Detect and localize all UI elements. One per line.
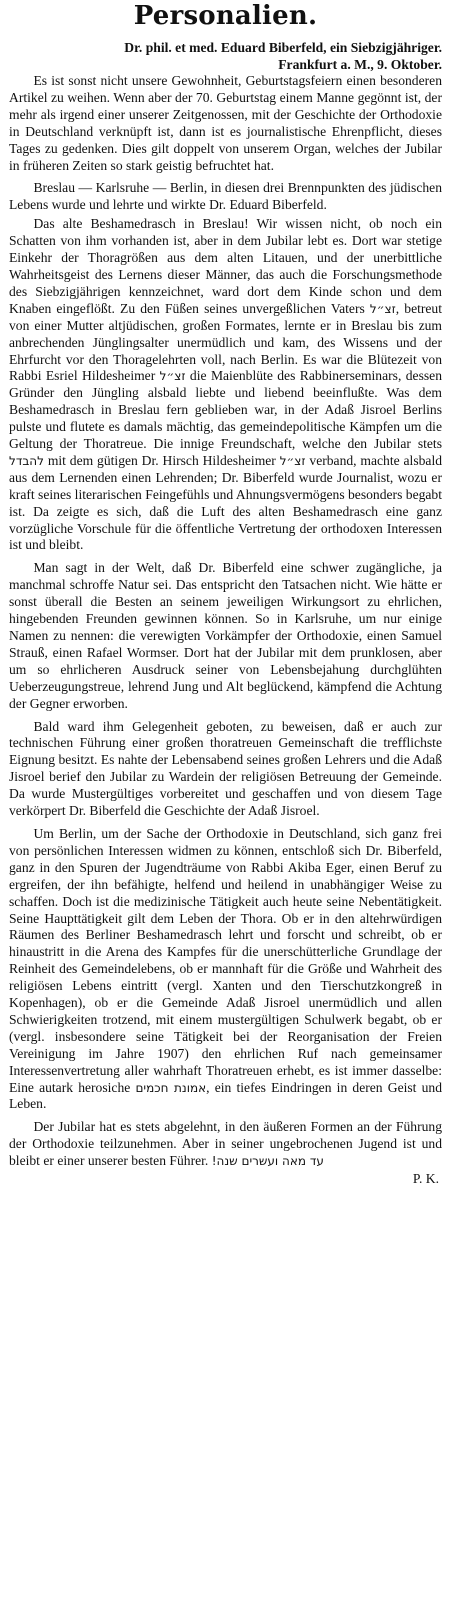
- hebrew-lehavdil: להבדל: [9, 453, 44, 468]
- paragraph-6: [9, 826, 442, 1113]
- paragraph-1: Es ist sonst nicht unsere Gewohnheit, Geburtstagsfeiern einen besonderen Artikel zu weihen. Wenn aber der 70. Geburtstag einem Manne gegönnt ist, der mehr als irgend einer unserer Zeitgenossen, mit der Geschichte der Orthodoxie in Deutschland verknüpft ist, dann ist es journalistische Ehrenpflicht, dieses Tages zu gedenken. Dies gilt doppelt von unserem Organ, welches der Jubilar in früheren Zeiten so stark geistig befruchtet hat.: [9, 73, 442, 173]
- paragraph-3-part-c: die Maienblüte des Rabbinerseminars, dessen Gründer den Jüngling alsbald liebte und liebend beeinflußte. Was dem Beshamedrasch in Breslau fern geblieben war, in der Adaß Jisroel Berlins pulste und flutete es damals mächtig, das gemeindepolitische Kämpfen um die Geltung der Thoratreue. Die innige Freundschaft, welche den Jubilar stets: [9, 368, 442, 452]
- paragraph-3-part-e: verband, machte alsbald aus dem Lernenden einen Lehrenden; Dr. Biberfeld wurde Journalist, wozu er kraft seines literarischen Feingefühls und Ahnungsvermögens besonders begabt ist. Da zeigte es sich, daß die Luft des alten Beshamedrasch eine ganz vorzügliche Vorschule für die öffentliche Vertretung der orthodoxen Interessen ist und bleibt.: [9, 452, 443, 553]
- paragraph-7: [9, 1119, 442, 1170]
- hebrew-zl-2: זצ״ל: [159, 369, 186, 384]
- paragraph-3-part-a: Das alte Beshamedrasch in Breslau! Wir wissen nicht, ob noch ein Schatten von ihm vorhanden ist, aber in dem Jubilar lebt es. Dort war stetige Einkehr der Thoragrößen aus dem alten Litauen, und der unerbittliche Wahrheitsgeist des Lernens dieser Männer, das auch die Forschungsmethode des Siebzigjährigen kennzeichnet, ward dort dem Kinde schon und dem Knaben eingeflößt. Zu den Füßen seines unvergeßlichen Vaters: [9, 216, 442, 316]
- article-title: Personalien.: [133, 1, 318, 31]
- hebrew-zl-3: זצ״ל: [279, 453, 306, 468]
- hebrew-ad-meah: עד מאה ועשרים שנה!: [211, 1154, 324, 1169]
- article-body: [9, 73, 442, 1170]
- author-signature: P. K.: [412, 1171, 439, 1187]
- paragraph-3-part-b: betreut von einer Mutter altjüdischen, großen Formates, lernte er in Breslau bis zum anbrechenden Jünglingsalter unermüdlich und kam, des Wissens und der Ehrfurcht vor den Thoragelehrten voll, nach Berlin. Es war die Blütezeit von Rabbi Esriel Hildesheimer: [9, 300, 443, 384]
- paragraph-6-part-a: Um Berlin, um der Sache der Orthodoxie in Deutschland, sich ganz frei von persönlichen Interessen widmen zu können, entschloß sich Dr. Biberfeld, ganz in den Spuren der Jugendträume von Rabbi Akiba Eger, einen Beruf zu ergreifen, der ihn befähigte, helfend und heilend in unabhängiger Weise zu schaffen. Doch ist die medizinische Tätigkeit auch heute seine Nebentätigkeit. Seine Haupttätigkeit gilt dem Leben der Thora. Ob er in den altehrwürdigen Räumen des Berliner Beshamedrasch lehrt und forscht und schreibt, ob er hinaustritt in die Arena des Kampfes für die unerschütterliche Grundlage der Reinheit des Gemeindelebens, ob er mannhaft für die Größe und Wahrheit des religiösen Lebens eintritt (vergl. Xanten und den Tierschutzkongreß in Kopenhagen), ob er die Gemeinde Adaß Jisroel unermüdlich und allen Schwierigkeiten trotzend, mit einem mustergültigen Schulwerk begabt, ob er (vergl. insbesondere seine Tätigkeit bei der Reorganisation der Freien Vereinigung im Jahre 1907) den ehrlichen Ruf nach gemeinsamer Interessenvertretung aller wahrhaft Thoratreuen erhebt, es ist immer dasselbe: Eine autark herosiche: [9, 825, 442, 1095]
- paragraph-6-part-b: , ein tiefes Eindringen in deren Geist und Leben.: [9, 1079, 443, 1112]
- paragraph-2: Breslau — Karlsruhe — Berlin, in diesen drei Brennpunkten des jüdischen Lebens wurde und lehrte und wirkte Dr. Eduard Biberfeld.: [9, 180, 442, 213]
- paragraph-3-part-d: mit dem gütigen Dr. Hirsch Hildesheimer: [47, 452, 276, 468]
- paragraph-7-text: Der Jubilar hat es stets abgelehnt, in den äußeren Formen an der Führung der Orthodoxie teilzunehmen. Aber in seiner ungebrochenen Jugend ist und bleibt er einer unserer besten Führer.: [9, 1119, 442, 1169]
- hebrew-emunat-chachamim: אמונת חכמים: [135, 1080, 207, 1095]
- paragraph-5: Bald ward ihm Gelegenheit geboten, zu beweisen, daß er auch zur technischen Führung einer großen thoratreuen Gemeinschaft die trefflichste Eignung besitzt. Es nahte der Lebensabend seines großen Lehrers und die Adaß Jisroel berief den Jubilar zu Wardein der religiösen Betreuung der Gemeinde. Da wurde Mustergültiges vorbereitet und geschaffen und von diesem Tage verkörpert Dr. Biberfeld die Geschichte der Adaß Jisroel.: [9, 718, 442, 819]
- hebrew-zl-1: זצ״ל: [369, 301, 396, 316]
- article-subtitle: Dr. phil. et med. Eduard Biberfeld, ein Siebzigjähriger.: [124, 40, 442, 55]
- paragraph-4: Man sagt in der Welt, daß Dr. Biberfeld eine schwer zugängliche, ja manchmal schroffe Natur sei. Das entspricht den Tatsachen nicht. Wie hätte er sonst überall die Besten an seinem jeweiligen Wirkungsort zu ehrlichen, hingebenden Freunden gewinnen können. So in Karlsruhe, um nur einige Namen zu nennen: die verewigten Vorkämpfer der Orthodoxie, einen Samuel Strauß, einen Rafael Wormser. Dort hat der Jubilar mit dem prunklosen, aber um so ehrlicheren Ausdruck seiner von Lebensbejahung durchglühten Ueberzeugungstreue, lehrend Jung und Alt beglückend, kämpfend die Achtung der Gegner erworben.: [9, 560, 442, 711]
- paragraph-3: Das alte Beshamedrasch in Breslau! Wir wissen nicht, ob noch ein Schatten von ihm vorhanden ist, aber in dem Jubilar lebt es. Dort war stetige Einkehr der Thoragrößen aus dem alten Litauen, und der unerbittliche Wahrheitsgeist des Lernens dieser Männer, das auch die Forschungsmethode des Siebzigjährigen kennzeichnet, ward dort dem Kinde schon und dem Knaben eingeflößt. Zu den Füßen seines unvergeßlichen Vaters זצ״ל, betreut von einer Mutter altjüdischen, großen Formates, lernte er in Breslau bis zum anbrechenden Jünglingsalter unermüdlich und kam, des Wissens und der Ehrfurcht vor den Thoragelehrten voll, nach Berlin. Es war die Blütezeit von Rabbi Esriel Hildesheimer זצ״ל die Maienblüte des Rabbinerseminars, dessen Gründer den Jüngling alsbald liebte und liebend beeinflußte. Was dem Beshamedrasch in Breslau fern geblieben war, in der Adaß Jisroel Berlins pulste und flutete es damals mächtig, das gemeindepolitische Kämpfen um die Geltung der Thoratreue. Die innige Freundschaft, welche den Jubilar stets להבדל mit dem gütigen Dr. Hirsch Hildesheimer זצ״ל verband, machte alsbald aus dem Lernenden einen Lehrenden; Dr. Biberfeld wurde Journalist, wozu er kraft seines literarischen Feingefühls und Ahnungsvermögens besonders begabt ist. Da zeigte es sich, daß die Luft des alten Beshamedrasch eine ganz vorzügliche Vorschule für die öffentliche Vertretung der orthodoxen Interessen ist und bleibt.: [9, 216, 443, 553]
- article-dateline: Frankfurt a. M., 9. Oktober.: [278, 57, 442, 72]
